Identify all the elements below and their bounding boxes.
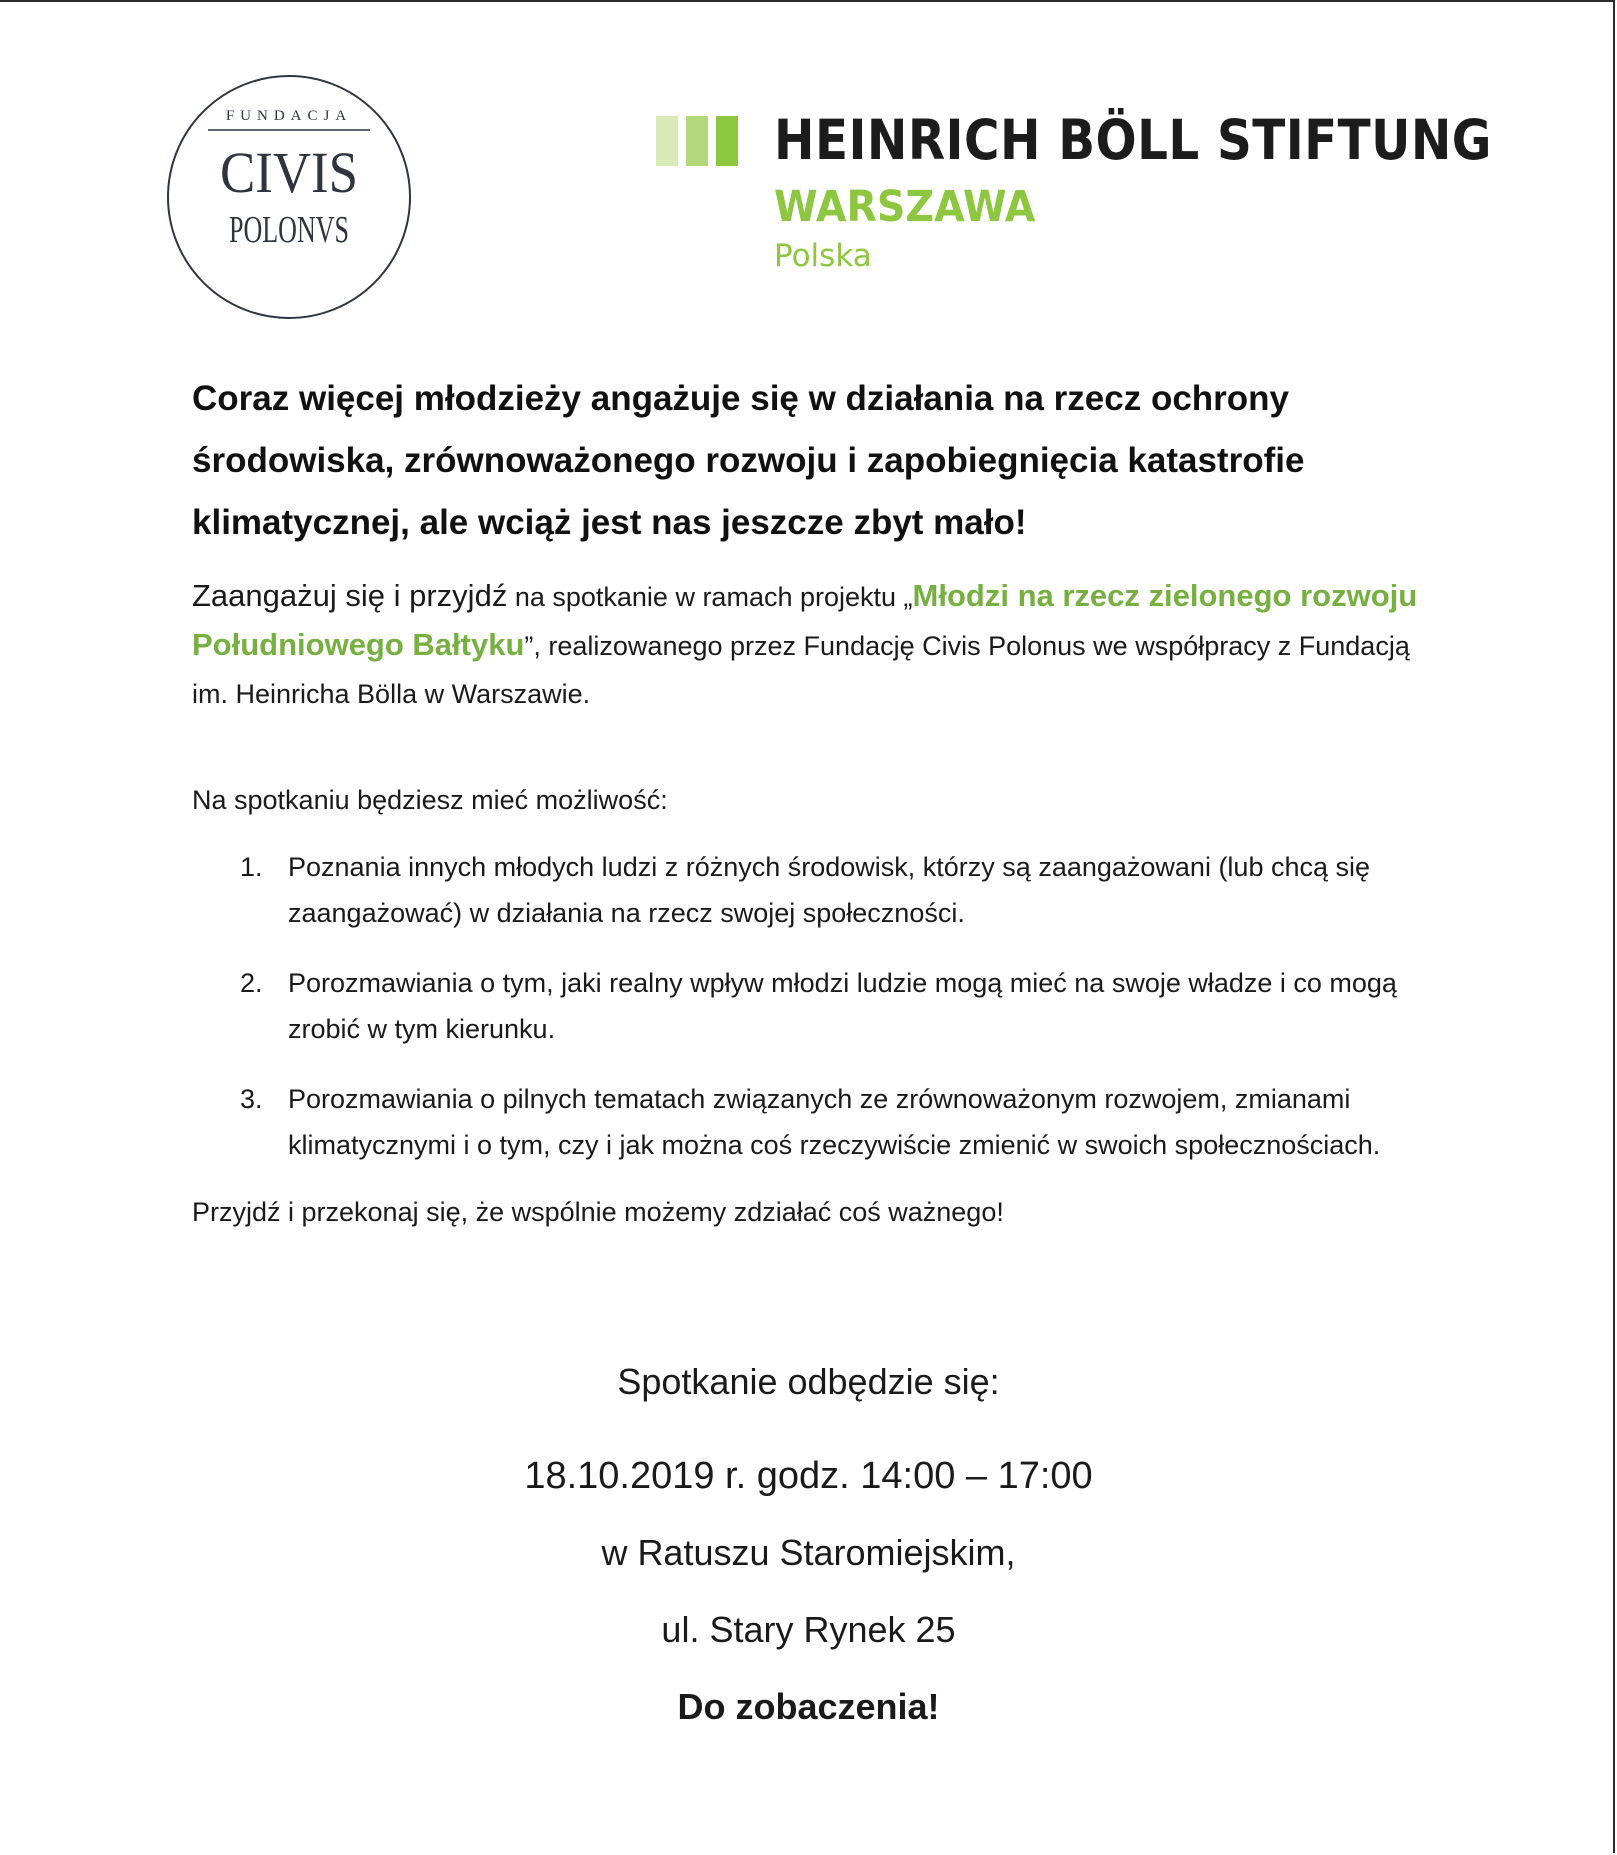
list-item-text: Porozmawiania o tym, jaki realny wpływ młodzi ludzie mogą mieć na swoje władze i co mogą zrobić w tym kierunku.: [288, 968, 1397, 1044]
civis-polonus-logo: [166, 74, 412, 320]
list-item: [192, 1076, 1442, 1168]
project-name: Młodzi na rzecz zielonego rozwoju Południowego Bałtyku: [192, 578, 1418, 662]
list-item: [192, 844, 1442, 936]
list-item-number: 3.: [240, 1084, 263, 1114]
opportunities-intro: Na spotkaniu będziesz mieć możliwość:: [192, 785, 668, 815]
event-title: Spotkanie odbędzie się:: [617, 1361, 1000, 1402]
list-item-number: 1.: [240, 852, 263, 882]
svg-text:FUNDACJA: FUNDACJA: [225, 108, 353, 124]
list-item: [192, 960, 1442, 1052]
boll-stiftung-logo: [656, 108, 1492, 280]
intro-lead: Zaangażuj się i przyjdź: [192, 578, 508, 613]
list-item-text: Porozmawiania o pilnych tematach związanych ze zrównoważonym rozwojem, zmianami klimatycznymi i o tym, czy i jak można coś rzeczywiście zmienić w swoich społecznościach.: [288, 1084, 1381, 1160]
boll-logo-bars: [656, 116, 746, 166]
intro-text-2: ”, realizowanego przez Fundację Civis Polonus we współpracy z Fundacją im. Heinricha Bölla w Warszawie.: [192, 631, 1410, 709]
event-details: [0, 1360, 1617, 1729]
opportunities-list: [192, 844, 1442, 1168]
svg-text:POLONVS: POLONVS: [229, 209, 349, 251]
closing-line: Przyjdź i przekonaj się, że wspólnie możemy zdziałać coś ważnego!: [192, 1197, 1004, 1227]
list-item-number: 2.: [240, 968, 263, 998]
svg-text:CIVIS: CIVIS: [220, 140, 358, 205]
boll-logo-name: HEINRICH BÖLL STIFTUNG: [774, 108, 1492, 172]
event-address: ul. Stary Rynek 25: [661, 1609, 956, 1650]
event-date: 18.10.2019 r. godz. 14:00 – 17:00: [524, 1455, 1093, 1497]
headline: Coraz więcej młodzieży angażuje się w działania na rzecz ochrony środowiska, zrównoważonego rozwoju i zapobiegnięcia katastrofie klimatycznej, ale wciąż jest nas jeszcze zbyt mało!: [192, 379, 1305, 542]
event-farewell: Do zobaczenia!: [677, 1686, 940, 1727]
event-place: w Ratuszu Staromiejskim,: [601, 1532, 1016, 1573]
intro-paragraph: [192, 572, 1442, 718]
list-item-text: Poznania innych młodych ludzi z różnych środowisk, którzy są zaangażowani (lub chcą się zaangażować) w działania na rzecz swojej społeczności.: [288, 852, 1371, 928]
boll-logo-country: Polska: [774, 238, 872, 274]
intro-text-1: na spotkanie w ramach projektu „: [507, 582, 913, 612]
boll-logo-city: WARSZAWA: [774, 182, 1036, 232]
main-content: [192, 368, 1442, 1232]
